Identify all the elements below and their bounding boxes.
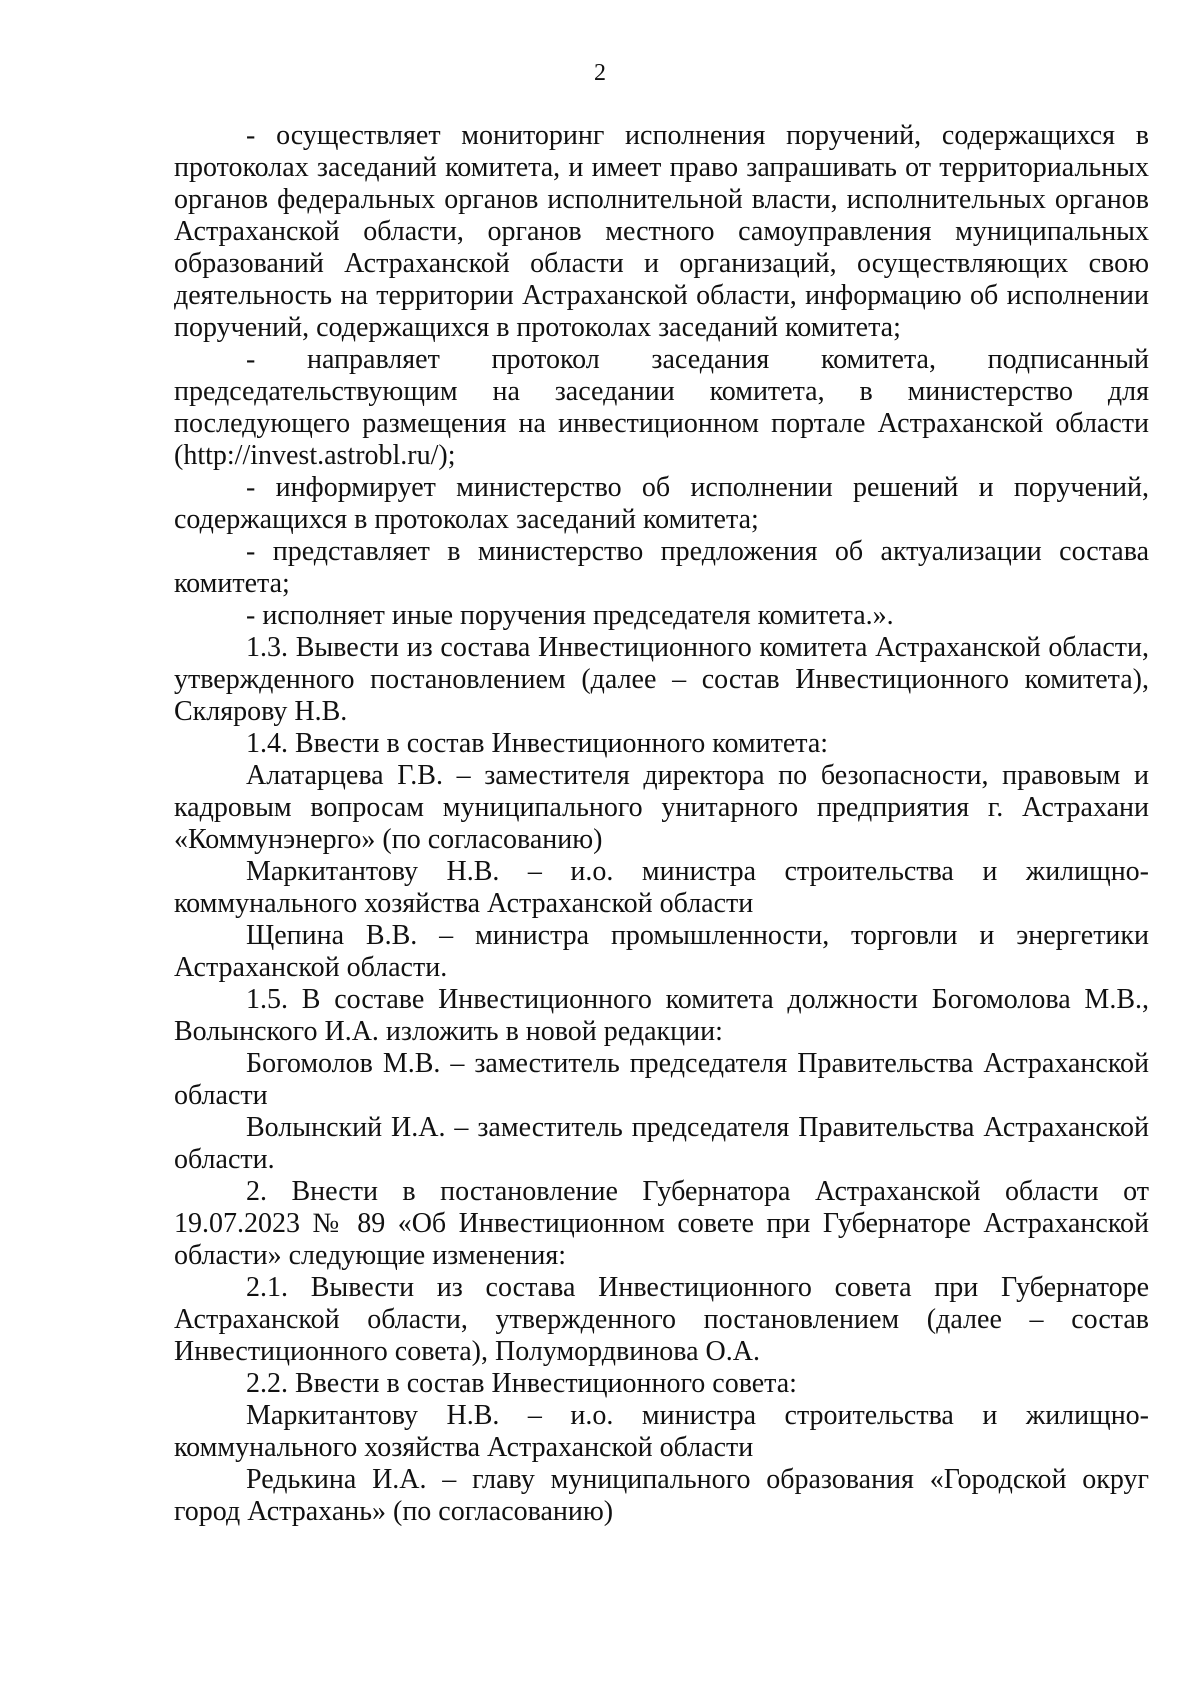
paragraph-volynsky: Волынский И.А. – заместитель председателя Правительства Астраханской области. (174, 1112, 1149, 1175)
paragraph-redkin: Редькина И.А. – главу муниципального образования «Городской округ город Астрахань» (по согласованию) (174, 1464, 1149, 1527)
paragraph-2-2: 2.2. Ввести в состав Инвестиционного совета: (246, 1368, 797, 1399)
paragraph-2-1: 2.1. Вывести из состава Инвестиционного совета при Губернаторе Астраханской области, утвержденного постановлением (далее – состав Инвестиционного совета), Полумордвинова О.А. (174, 1272, 1149, 1367)
paragraph-2: 2. Внести в постановление Губернатора Астраханской области от 19.07.2023 № 89 «Об Инвестиционном совете при Губернаторе Астраханской области» следующие изменения: (174, 1176, 1149, 1271)
paragraph-protocol: - направляет протокол заседания комитета, подписанный председательствующим на заседании комитета, в министерство для последующего размещения на инвестиционном портале Астраханской области (http://invest.astrobl.ru/); (174, 344, 1149, 471)
paragraph-markitantova-council: Маркитантову Н.В. – и.о. министра строительства и жилищно-коммунального хозяйства Астраханской области (174, 1400, 1149, 1463)
paragraph-shchepin: Щепина В.В. – министра промышленности, торговли и энергетики Астраханской области. (174, 920, 1149, 983)
paragraph-bogomolov: Богомолов М.В. – заместитель председателя Правительства Астраханской области (174, 1048, 1149, 1111)
page-number: 2 (594, 60, 606, 86)
paragraph-proposals: - представляет в министерство предложения об актуализации состава комитета; (174, 536, 1149, 599)
paragraph-1-4: 1.4. Ввести в состав Инвестиционного комитета: (246, 728, 829, 759)
paragraph-1-3: 1.3. Вывести из состава Инвестиционного комитета Астраханской области, утвержденного постановлением (далее – состав Инвестиционного комитета), Склярову Н.В. (174, 632, 1149, 727)
paragraph-monitoring: - осуществляет мониторинг исполнения поручений, содержащихся в протоколах заседаний комитета, и имеет право запрашивать от территориальных органов федеральных органов исполнительной власти, исполнительных органов Астраханской области, органов местного самоуправления муниципальных образований Астраханской области и организаций, осуществляющих свою деятельность на территории Астраханской области, информацию об исполнении поручений, содержащихся в протоколах заседаний комитета; (174, 120, 1149, 343)
paragraph-informs: - информирует министерство об исполнении решений и поручений, содержащихся в протоколах заседаний комитета; (174, 472, 1149, 535)
document-body (174, 120, 1149, 1528)
paragraph-markitantova-committee: Маркитантову Н.В. – и.о. министра строительства и жилищно-коммунального хозяйства Астраханской области (174, 856, 1149, 919)
paragraph-1-5: 1.5. В составе Инвестиционного комитета должности Богомолова М.В., Волынского И.А. изложить в новой редакции: (174, 984, 1149, 1047)
paragraph-alatartsev: Алатарцева Г.В. – заместителя директора по безопасности, правовым и кадровым вопросам муниципального унитарного предприятия г. Астрахани «Коммунэнерго» (по согласованию) (174, 760, 1149, 855)
paragraph-other-tasks: - исполняет иные поручения председателя комитета.». (246, 600, 894, 631)
